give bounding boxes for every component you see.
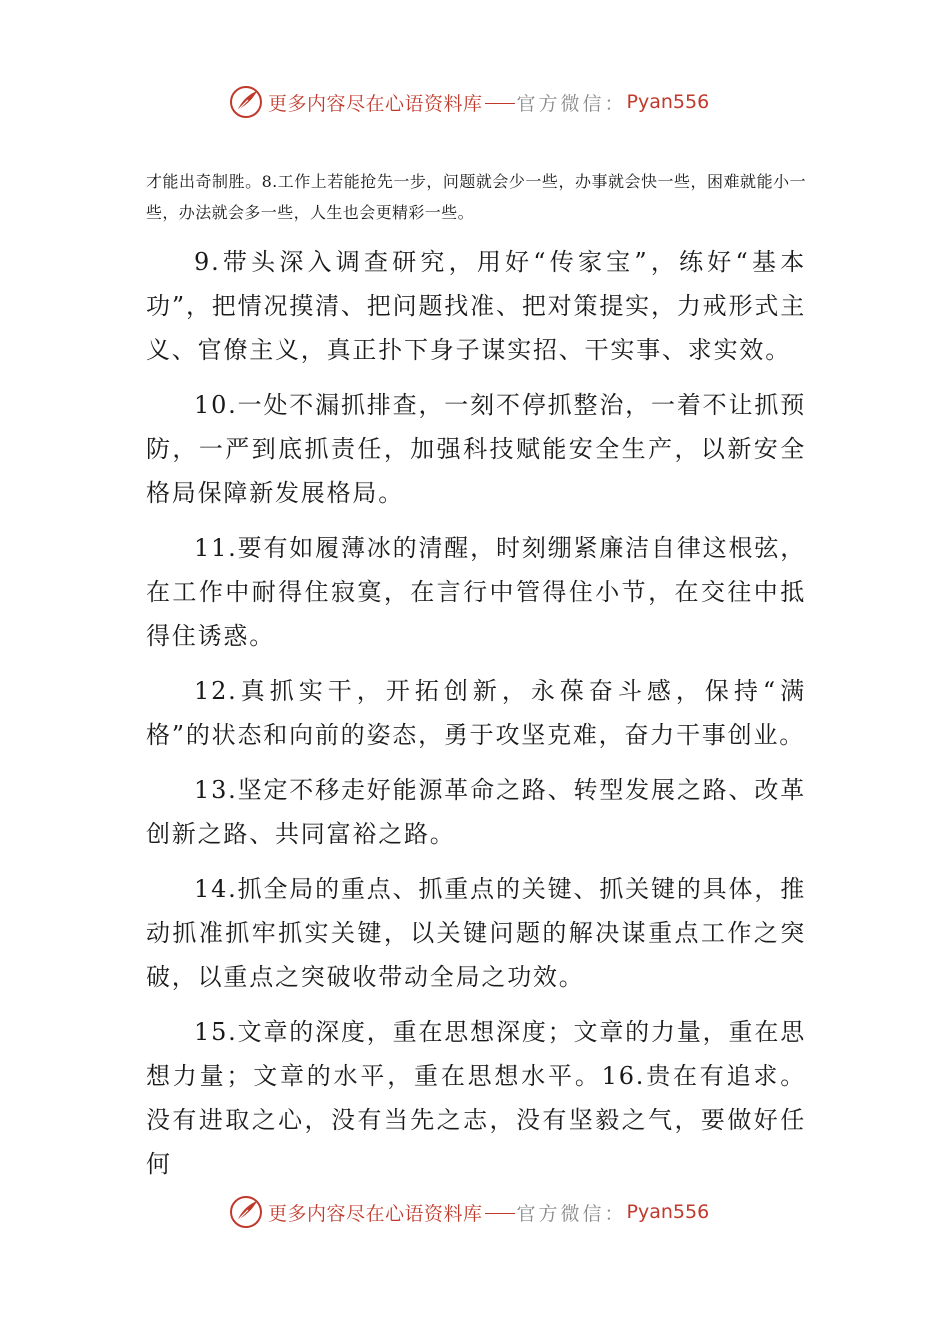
banner-main-text: 更多内容尽在心语资料库 [268, 92, 483, 115]
quill-pen-logo-icon [228, 1194, 264, 1230]
paragraph-13: 13.坚定不移走好能源革命之路、转型发展之路、改革创新之路、共同富裕之路。 [146, 776, 806, 848]
banner-label: 官方微信： [516, 1202, 627, 1225]
intro-paragraph: 才能出奇制胜。8.工作上若能抢先一步，问题就会少一些，办事就会快一些，困难就能小一些，办法就会多一些，人生也会更精彩一些。 [146, 172, 806, 222]
paragraph-15: 15.文章的深度，重在思想深度；文章的力量，重在思想力量；文章的水平，重在思想水平。16.贵在有追求。没有进取之心，没有当先之志，没有坚毅之气，要做好任何 [146, 1018, 806, 1178]
paragraph-11: 11.要有如履薄冰的清醒，时刻绷紧廉洁自律这根弦，在工作中耐得住寂寞，在言行中管得住小节，在交往中抵得住诱惑。 [146, 534, 806, 650]
paragraph-14: 14.抓全局的重点、抓重点的关键、抓关键的具体，推动抓准抓牢抓实关键，以关键问题的解决谋重点工作之突破，以重点之突破收带动全局之功效。 [146, 875, 806, 991]
banner-label: 官方微信： [516, 92, 627, 115]
banner-wechat-id: Pyan556 [626, 91, 710, 113]
paragraph-10: 10.一处不漏抓排查，一刻不停抓整治，一着不让抓预防，一严到底抓责任，加强科技赋能安全生产，以新安全格局保障新发展格局。 [146, 391, 806, 507]
body-text [146, 240, 806, 1197]
paragraph-12: 12.真抓实干，开拓创新，永葆奋斗感，保持“满格”的状态和向前的姿态，勇于攻坚克难，奋力干事创业。 [146, 677, 806, 749]
banner-main-text: 更多内容尽在心语资料库 [268, 1202, 483, 1225]
banner-dash [485, 1213, 515, 1214]
paragraph-9: 9.带头深入调查研究，用好“传家宝”，练好“基本功”，把情况摸清、把问题找准、把对策提实，力戒形式主义、官僚主义，真正扑下身子谋实招、干实事、求实效。 [146, 248, 806, 364]
banner-wechat-id: Pyan556 [626, 1201, 710, 1223]
banner-dash [485, 103, 515, 104]
footer-banner [228, 1192, 709, 1232]
header-banner [228, 82, 709, 122]
quill-pen-logo-icon [228, 84, 264, 120]
